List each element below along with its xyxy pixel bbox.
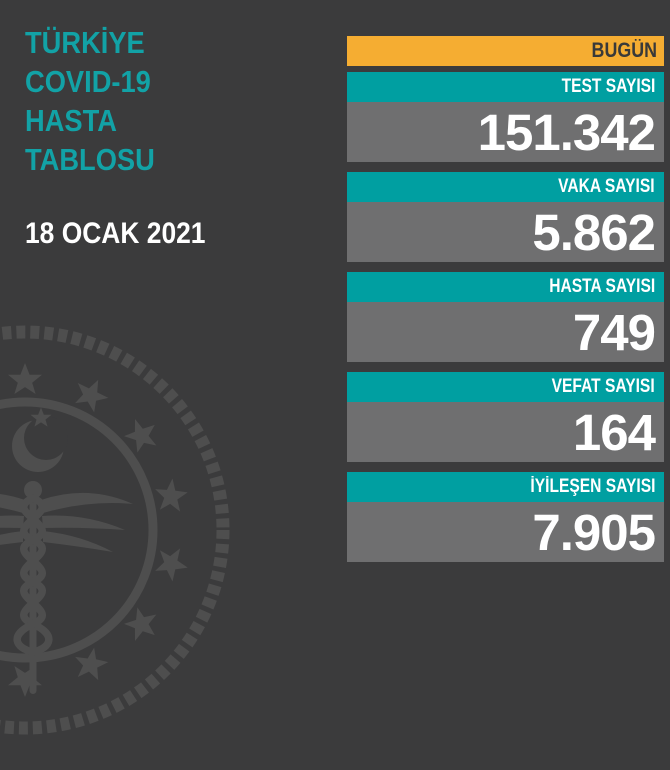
stat-label	[347, 472, 664, 502]
stat-value-text: 164	[572, 403, 655, 461]
page-title-line: COVID-19	[25, 64, 151, 99]
stat-label	[347, 172, 664, 202]
stat-row-hasta	[347, 272, 664, 362]
stat-value	[347, 502, 664, 562]
stat-row-iyilesen	[347, 472, 664, 562]
stat-value	[347, 302, 664, 362]
stat-label	[347, 372, 664, 402]
stat-label-text: VAKA SAYISI	[558, 176, 655, 197]
page-title-line: HASTA	[25, 103, 117, 138]
stat-label-text: HASTA SAYISI	[549, 276, 655, 297]
today-badge-label: BUGÜN	[591, 39, 657, 62]
stat-value	[347, 402, 664, 462]
report-date: 18 OCAK 2021	[25, 217, 206, 250]
stat-label-text: TEST SAYISI	[561, 76, 655, 97]
stat-row-vefat	[347, 372, 664, 462]
stat-value	[347, 202, 664, 262]
star-ring	[0, 363, 192, 697]
stat-label-text: VEFAT SAYISI	[551, 376, 655, 397]
stat-label	[347, 272, 664, 302]
stat-value-text: 7.905	[532, 503, 655, 561]
stats-panel	[347, 36, 664, 562]
today-badge	[347, 36, 664, 66]
stat-label-text: İYİLEŞEN SAYISI	[530, 476, 655, 497]
stat-label	[347, 72, 664, 102]
page-title-line: TÜRKİYE	[25, 25, 145, 60]
stat-value	[347, 102, 664, 162]
stat-row-test	[347, 72, 664, 162]
stat-value-text: 5.862	[532, 203, 655, 261]
stat-row-vaka	[347, 172, 664, 262]
ministry-of-health-logo-icon	[0, 290, 265, 770]
stat-value-text: 151.342	[477, 103, 655, 161]
stat-value-text: 749	[572, 303, 655, 361]
page-title	[25, 23, 155, 179]
page-title-line: TABLOSU	[25, 142, 155, 177]
